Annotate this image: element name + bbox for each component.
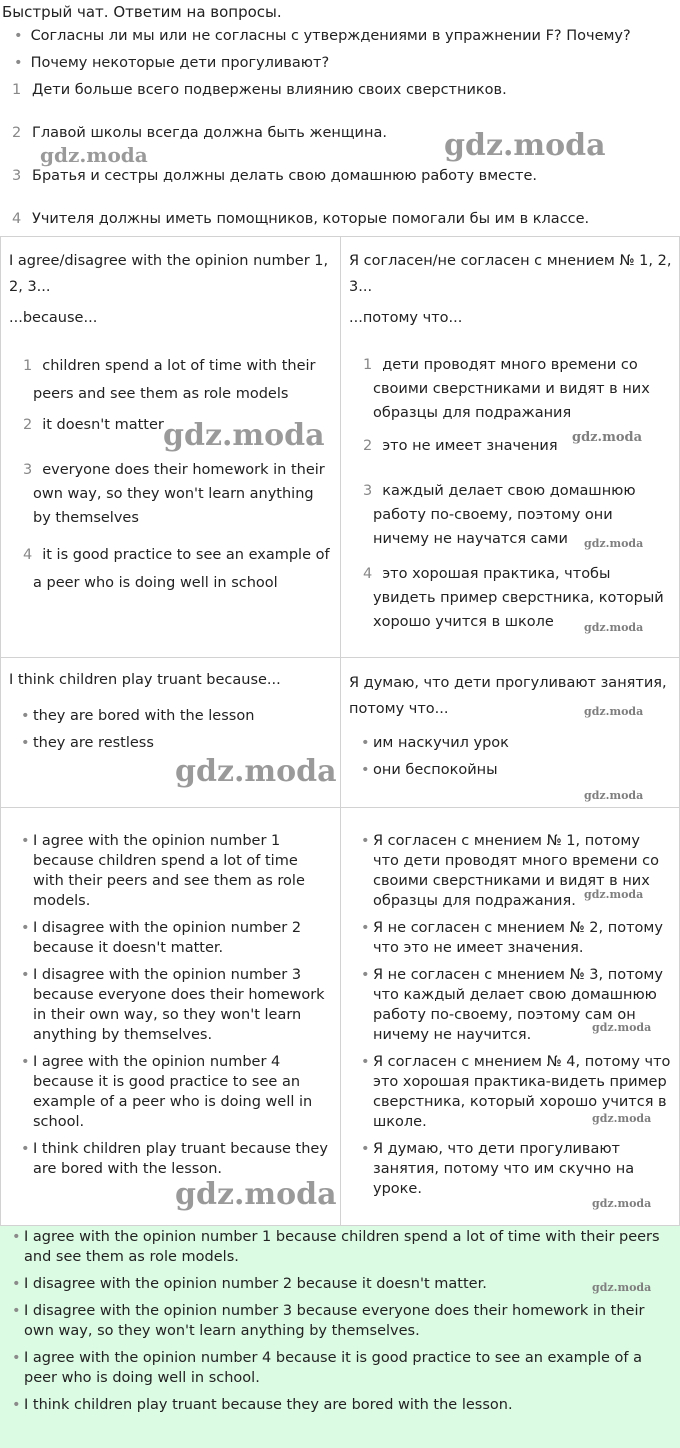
reason-number: 1 <box>363 357 373 373</box>
truant-reason-ru: • они беспокойны <box>373 760 498 780</box>
answer-sentence: • I disagree with the opinion number 3 because everyone does their homework in their own way, so they won't learn anything by themselves. <box>24 1301 674 1341</box>
watermark: gdz.moda <box>584 537 644 550</box>
reason-number: 4 <box>23 547 33 563</box>
because-ru: ...потому что... <box>349 310 463 326</box>
statement-item <box>12 168 537 184</box>
truant-reason-ru: • им наскучил урок <box>373 733 509 753</box>
watermark: gdz.moda <box>584 789 644 802</box>
reason-item-ru <box>363 353 663 425</box>
truant-reason-en: • they are bored with the lesson <box>33 706 254 726</box>
statement-item <box>12 211 589 227</box>
sentence-ru: • Я согласен с мнением № 4, потому что это хорошая практика-видеть пример сверстника, который хорошо учится в школе. <box>373 1052 673 1132</box>
reason-number: 4 <box>363 566 373 582</box>
reason-text: everyone does their homework in their own way, so they won't learn anything by themselves <box>33 462 325 526</box>
reason-text: it is good practice to see an example of a peer who is doing well in school <box>33 547 330 591</box>
reason-text: дети проводят много времени со своими сверстниками и видят в них образцы для подражания <box>373 357 650 421</box>
reason-number: 1 <box>23 358 33 374</box>
statement-text: Братья и сестры должны делать свою домашнюю работу вместе. <box>32 168 538 184</box>
because-en: ...because... <box>9 310 98 326</box>
reason-number: 2 <box>363 438 373 454</box>
watermark: gdz.moda <box>572 430 643 445</box>
statement-number: 1 <box>12 82 22 98</box>
page-title: Быстрый чат. Ответим на вопросы. <box>2 3 282 21</box>
reason-text: это не имеет значения <box>382 438 558 454</box>
sentence-ru: • Я думаю, что дети прогуливают занятия, потому что им скучно на уроке. <box>373 1139 663 1199</box>
opinion-intro-ru: Я согласен/не согласен с мнением № 1, 2, 3... <box>349 253 672 295</box>
sentence-en: • I agree with the opinion number 1 because children spend a lot of time with their peers and see them as role models. <box>33 831 328 911</box>
truant-intro-ru: Я думаю, что дети прогуливают занятия, потому что... <box>349 675 667 717</box>
reason-item-en <box>23 541 335 597</box>
statement-number: 3 <box>12 168 22 184</box>
sentence-ru: • Я не согласен с мнением № 3, потому что каждый делает свою домашнюю работу по-своему, поэтому сам он ничему не научится. <box>373 965 668 1045</box>
watermark: gdz.moda <box>592 1112 652 1125</box>
answer-sentence: • I disagree with the opinion number 2 because it doesn't matter. <box>24 1274 674 1294</box>
watermark: gdz.moda <box>592 1281 652 1294</box>
sentence-en: • I agree with the opinion number 4 because it is good practice to see an example of a peer who is doing well in school. <box>33 1052 328 1132</box>
question-bullet: • Почему некоторые дети прогуливают? <box>14 55 329 71</box>
reason-item-en <box>23 352 333 408</box>
reason-text: это хорошая практика, чтобы увидеть пример сверстника, который хорошо учится в школе <box>373 566 664 630</box>
sentence-en: • I think children play truant because they are bored with the lesson. <box>33 1139 333 1179</box>
watermark: gdz.moda <box>592 1021 652 1034</box>
watermark: gdz.moda <box>175 1177 337 1212</box>
table-column-divider <box>340 236 341 1226</box>
reason-number: 2 <box>23 417 33 433</box>
watermark: gdz.moda <box>444 128 606 163</box>
statement-text: Дети больше всего подвержены влиянию своих сверстников. <box>32 82 507 98</box>
statement-text: Учителя должны иметь помощников, которые помогали бы им в классе. <box>32 211 590 227</box>
statement-number: 4 <box>12 211 22 227</box>
answer-sentence: • I agree with the opinion number 1 because children spend a lot of time with their peers and see them as role models. <box>24 1227 674 1267</box>
watermark: gdz.moda <box>584 705 644 718</box>
reason-text: children spend a lot of time with their peers and see them as role models <box>33 358 316 402</box>
truant-intro-en: I think children play truant because... <box>9 672 281 688</box>
statement-number: 2 <box>12 125 22 141</box>
watermark: gdz.moda <box>163 418 325 453</box>
reason-text: it doesn't matter <box>42 417 164 433</box>
statement-item <box>12 82 507 98</box>
sentence-en: • I disagree with the opinion number 3 because everyone does their homework in their own way, so they won't learn anything by themselves. <box>33 965 333 1045</box>
watermark: gdz.moda <box>592 1197 652 1210</box>
reason-item-en <box>23 458 335 530</box>
opinion-intro-en: I agree/disagree with the opinion number 1, 2, 3... <box>9 253 329 295</box>
question-bullet: • Согласны ли мы или не согласны с утверждениями в упражнении F? Почему? <box>14 28 631 44</box>
watermark: gdz.moda <box>40 143 148 167</box>
watermark: gdz.moda <box>175 754 337 789</box>
truant-reason-en: • they are restless <box>33 733 154 753</box>
watermark: gdz.moda <box>584 888 644 901</box>
statement-text: Главой школы всегда должна быть женщина. <box>32 125 387 141</box>
watermark: gdz.moda <box>584 621 644 634</box>
answer-sentence: • I agree with the opinion number 4 because it is good practice to see an example of a peer who is doing well in school. <box>24 1348 674 1388</box>
reason-number: 3 <box>23 462 33 478</box>
sentence-ru: • Я согласен с мнением № 1, потому что дети проводят много времени со своими сверстниками и видят в них образцы для подражания. <box>373 831 668 911</box>
reason-text: каждый делает свою домашнюю работу по-своему, поэтому они ничему не научатся сами <box>373 483 636 547</box>
reason-number: 3 <box>363 483 373 499</box>
answer-sentence: • I think children play truant because they are bored with the lesson. <box>24 1395 674 1415</box>
sentence-en: • I disagree with the opinion number 2 because it doesn't matter. <box>33 918 328 958</box>
table-border <box>0 236 1 1226</box>
statement-item <box>12 125 387 141</box>
sentence-ru: • Я не согласен с мнением № 2, потому что это не имеет значения. <box>373 918 668 958</box>
